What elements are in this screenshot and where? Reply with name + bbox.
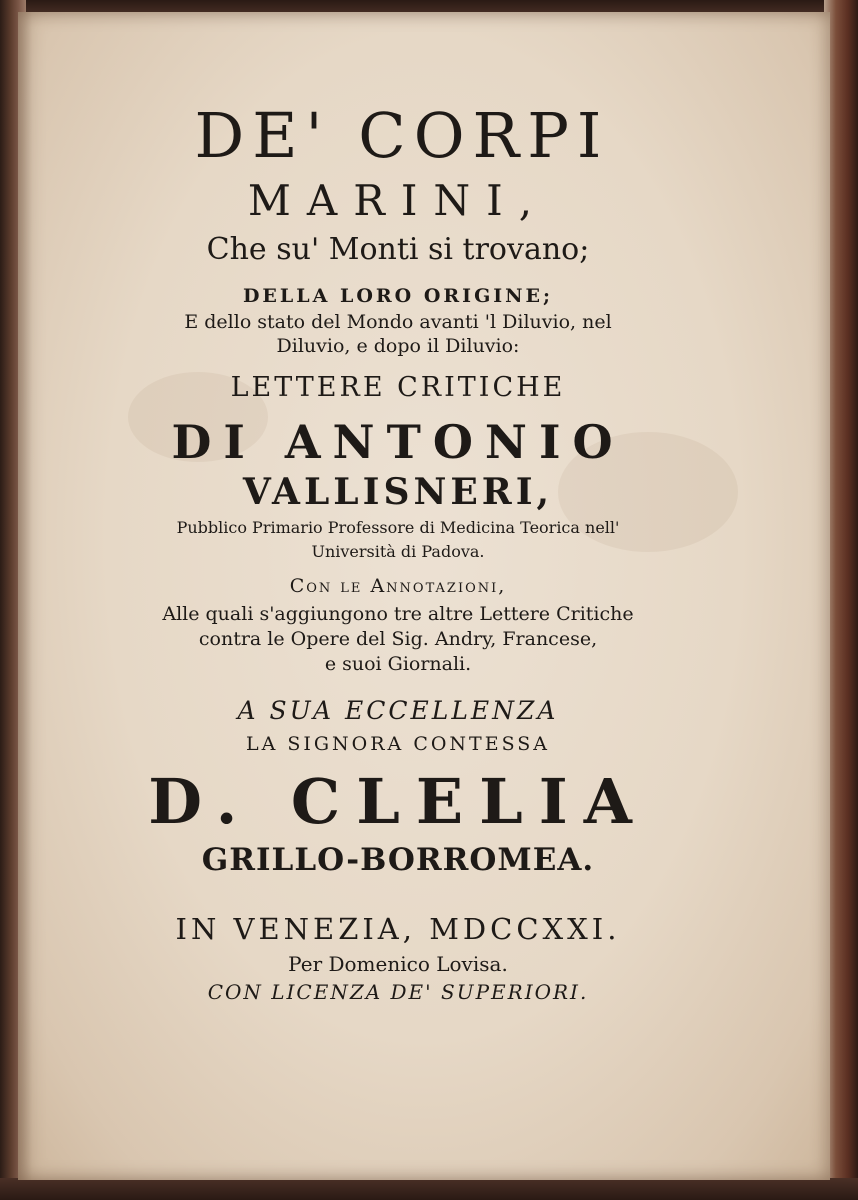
author-credential: Università di Padova.: [311, 542, 485, 561]
annotations-heading: Con le Annotazioni,: [289, 575, 507, 597]
section-heading: LETTERE CRITICHE: [230, 372, 566, 403]
subtitle-line: E dello stato del Mondo avanti 'l Diluvio, nel: [184, 311, 612, 333]
title-text-block: [78, 100, 718, 1007]
dedicatee-surname: GRILLO-BORROMEA.: [201, 842, 595, 878]
imprint-place-date: IN VENEZIA, MDCCXXI.: [175, 912, 621, 946]
annotations-text: Alle quali s'aggiungono tre altre Lettere Critiche: [162, 603, 634, 625]
imprint-printer: Per Domenico Lovisa.: [288, 952, 508, 976]
book-bottom-edge: [0, 1178, 858, 1200]
title-page: [18, 12, 830, 1180]
annotations-text: contra le Opere del Sig. Andry, Francese,: [198, 628, 598, 650]
subtitle-line: Diluvio, e dopo il Diluvio:: [276, 335, 520, 357]
dedication-line: LA SIGNORA CONTESSA: [245, 733, 551, 755]
page-gutter-shadow: [18, 12, 32, 1180]
author-credential: Pubblico Primario Professore di Medicina Teorica nell': [176, 518, 620, 537]
subtitle-line: Che su' Monti si trovano;: [206, 232, 590, 267]
main-title-line: MARINI,: [247, 176, 549, 225]
dedication-line: A SUA ECCELLENZA: [237, 696, 559, 725]
imprint-license: CON LICENZA DE' SUPERIORI.: [207, 980, 589, 1004]
annotations-text: e suoi Giornali.: [324, 653, 472, 675]
main-title-line: DE' CORPI: [194, 99, 610, 172]
subtitle-line: DELLA LORO ORIGINE;: [242, 285, 554, 307]
author-name: VALLISNERI,: [242, 471, 554, 513]
author-line: DI ANTONIO: [171, 415, 625, 469]
dedicatee-name: D. CLELIA: [148, 765, 648, 838]
